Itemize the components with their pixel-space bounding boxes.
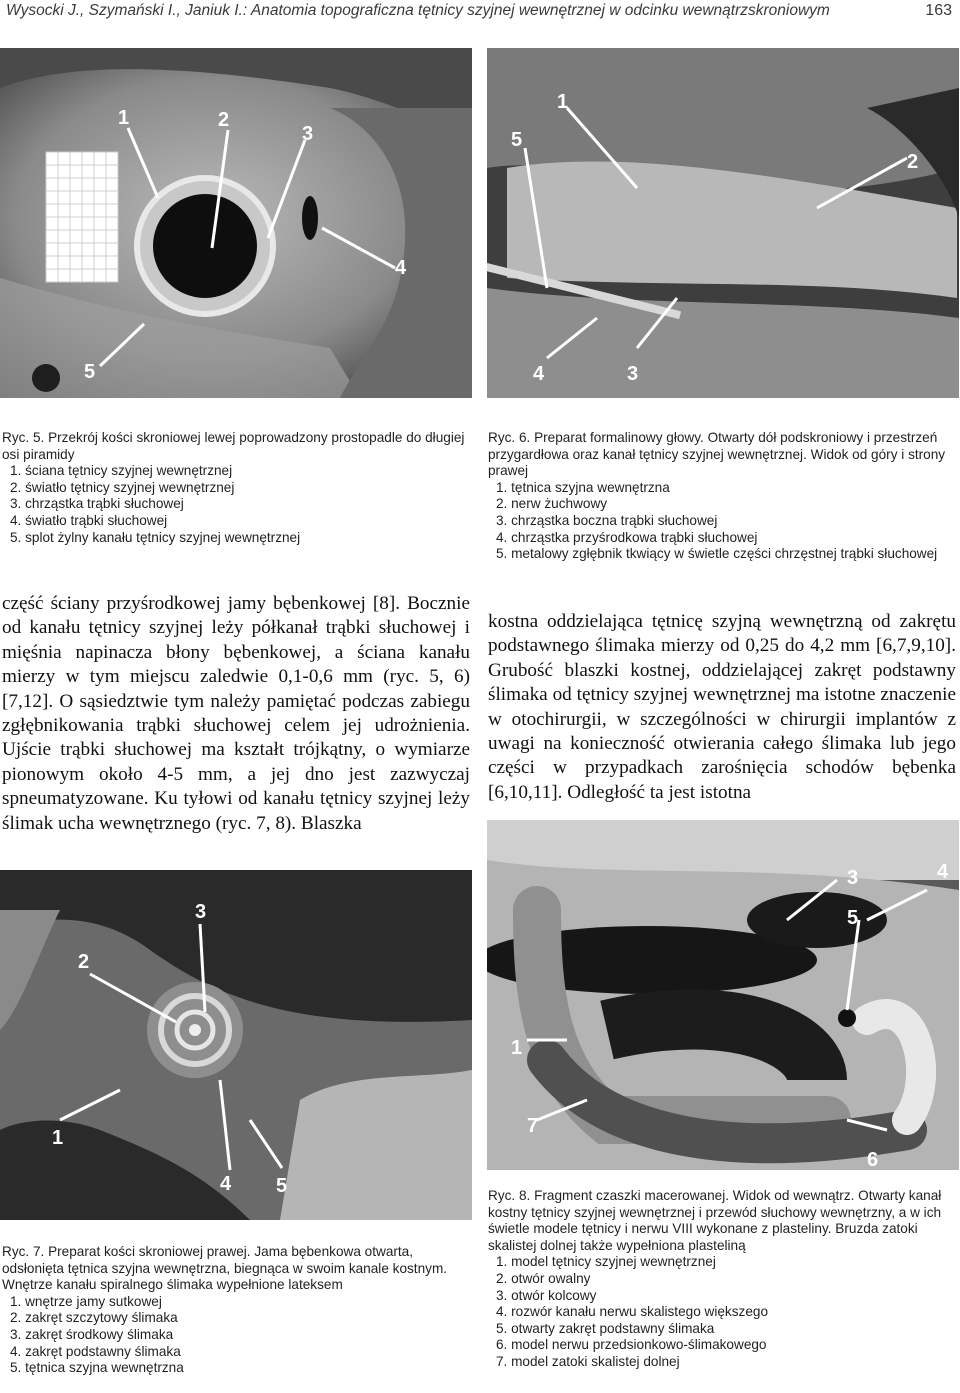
fig7-item-2: 2. zakręt szczytowy ślimaka: [10, 1310, 178, 1326]
fig6-item-4: 4. chrząstka przyśrodkowa trąbki słuchowej: [496, 529, 758, 545]
fig6-item-3: 3. chrząstka boczna trąbki słuchowej: [496, 512, 718, 528]
figure-5-caption: [2, 430, 472, 546]
fig8-item-6: 6. model nerwu przedsionkowo-ślimakowego: [496, 1337, 767, 1353]
body-column-left: część ściany przyśrodkowej jamy bębenkowej [8]. Bocznie od kanału tętnicy szyjnej leży półkanał trąbki słuchowej i mięśnia napinacza błony bębenkowej, a ściana kanału mierzy w tym miejscu zaledwie 0,1-0,6 mm (ryc. 5, 6) [7,12]. O sąsiedztwie tym należy pamiętać podczas zabiegu zgłębnikowania trąbki słuchowej celem jej udrożnienia. Ujście trąbki słuchowej ma kształt trójkątny, o wymiarze pionowym około 4-5 mm, a jej dno jest zazwyczaj spneumatyzowane. Ku tyłowi od kanału tętnicy szyjnej leży ślimak ucha wewnętrznego (ryc. 7, 8). Blaszka: [2, 593, 470, 834]
fig8-item-2: 2. otwór owalny: [496, 1270, 591, 1286]
fig8-label-4: 4: [937, 861, 949, 883]
page-number: 163: [925, 2, 952, 19]
fig5-caption-title: Ryc. 5. Przekrój kości skroniowej lewej poprowadzony prostopadle do długiej osi piramidy: [2, 430, 465, 462]
fig5-label-3: 3: [302, 123, 314, 145]
fig6-label-3: 3: [627, 363, 639, 385]
fig7-label-3: 3: [195, 901, 207, 923]
fig7-item-5: 5. tętnica szyjna wewnętrzna: [10, 1360, 184, 1376]
fig8-item-7: 7. model zatoki skalistej dolnej: [496, 1353, 680, 1369]
figure-7-caption: [2, 1244, 470, 1377]
fig5-item-1: 1. ściana tętnicy szyjnej wewnętrznej: [10, 463, 233, 479]
fig8-label-7: 7: [527, 1115, 539, 1137]
running-header: [6, 2, 956, 20]
header-citation: Wysocki J., Szymański I., Janiuk I.: Anatomia topograficzna tętnicy szyjnej wewnętrznej w odcinku wewnątrzskroniowym: [6, 2, 830, 19]
fig8-label-6: 6: [867, 1149, 879, 1170]
fig8-caption-title: Ryc. 8. Fragment czaszki macerowanej. Widok od wewnątrz. Otwarty kanał kostny tętnicy szyjnej wewnętrznej i przewód słuchowy wewnętrzny, a w ich świetle modele tętnicy i nerwu VIII wykonane z plasteliny. Bruzda zatoki skalistej dolnej także wypełniona plasteliną: [488, 1188, 942, 1253]
figure-8-photo: [487, 820, 959, 1170]
fig6-label-5: 5: [511, 129, 523, 151]
fig6-label-1: 1: [557, 91, 569, 113]
fig8-item-3: 3. otwór kolcowy: [496, 1287, 597, 1303]
fig8-label-1: 1: [511, 1037, 523, 1059]
fig6-item-1: 1. tętnica szyjna wewnętrzna: [496, 479, 670, 495]
fig6-caption-title: Ryc. 6. Preparat formalinowy głowy. Otwarty dół podskroniowy i przestrzeń przygardłowa oraz kanał tętnicy szyjnej wewnętrznej. Widok od góry i strony prawej: [488, 430, 946, 479]
fig7-item-1: 1. wnętrze jamy sutkowej: [10, 1293, 162, 1309]
fig5-item-4: 4. światło trąbki słuchowej: [10, 512, 168, 528]
fig5-item-3: 3. chrząstka trąbki słuchowej: [10, 496, 184, 512]
fig6-item-2: 2. nerw żuchwowy: [496, 496, 608, 512]
figure-6-photo: [487, 48, 959, 398]
figure-8-caption: [488, 1188, 958, 1371]
fig5-label-2: 2: [218, 109, 230, 131]
fig8-item-1: 1. model tętnicy szyjnej wewnętrznej: [496, 1254, 716, 1270]
fig7-item-3: 3. zakręt środkowy ślimaka: [10, 1326, 174, 1342]
fig7-label-1: 1: [52, 1127, 64, 1149]
fig7-label-4: 4: [220, 1173, 232, 1195]
fig7-caption-title: Ryc. 7. Preparat kości skroniowej prawej. Jama bębenkowa otwarta, odsłonięta tętnica szyjna wewnętrzna, biegnąca w swoim kanale kostnym. Wnętrze kanału spiralnego ślimaka wypełnione lateksem: [2, 1244, 448, 1293]
body-column-right: kostna oddzielająca tętnicę szyjną wewnętrzną od zakrętu podstawnego ślimaka mierzy od 0,25 do 4,2 mm [6,7,9,10]. Grubość blaszki kostnej, oddzielającej zakręt podstawny ślimaka od tętnicy szyjnej wewnętrznej ma istotne znaczenie w otochirurgii, w szczególności w chirurgii implantów z uwagi na konieczność otwierania całego ślimaka lub jego części w przypadkach zarośnięcia schodów bębenka [6,10,11]. Odległość ta jest istotna: [488, 611, 956, 803]
fig5-label-1: 1: [118, 107, 130, 129]
fig7-item-4: 4. zakręt podstawny ślimaka: [10, 1343, 181, 1359]
figure-7-photo: [0, 870, 472, 1220]
fig8-label-5: 5: [847, 907, 859, 929]
scale-grid: [46, 152, 118, 282]
fig7-label-2: 2: [78, 951, 90, 973]
figure-6-caption: [488, 430, 958, 563]
fig8-label-3: 3: [847, 867, 859, 889]
fig7-label-5: 5: [276, 1175, 288, 1197]
figure-5-photo: [0, 48, 472, 398]
fig8-item-4: 4. rozwór kanału nerwu skalistego większego: [496, 1304, 769, 1320]
fig6-label-4: 4: [533, 363, 545, 385]
fig8-item-5: 5. otwarty zakręt podstawny ślimaka: [496, 1320, 715, 1336]
fig6-item-5: 5. metalowy zgłębnik tkwiący w świetle części chrzęstnej trąbki słuchowej: [496, 546, 938, 562]
fig5-label-4: 4: [395, 257, 407, 279]
fig5-label-5: 5: [84, 361, 96, 383]
fig5-item-2: 2. światło tętnicy szyjnej wewnętrznej: [10, 479, 235, 495]
fig5-item-5: 5. splot żylny kanału tętnicy szyjnej wewnętrznej: [10, 529, 301, 545]
fig6-label-2: 2: [907, 151, 919, 173]
